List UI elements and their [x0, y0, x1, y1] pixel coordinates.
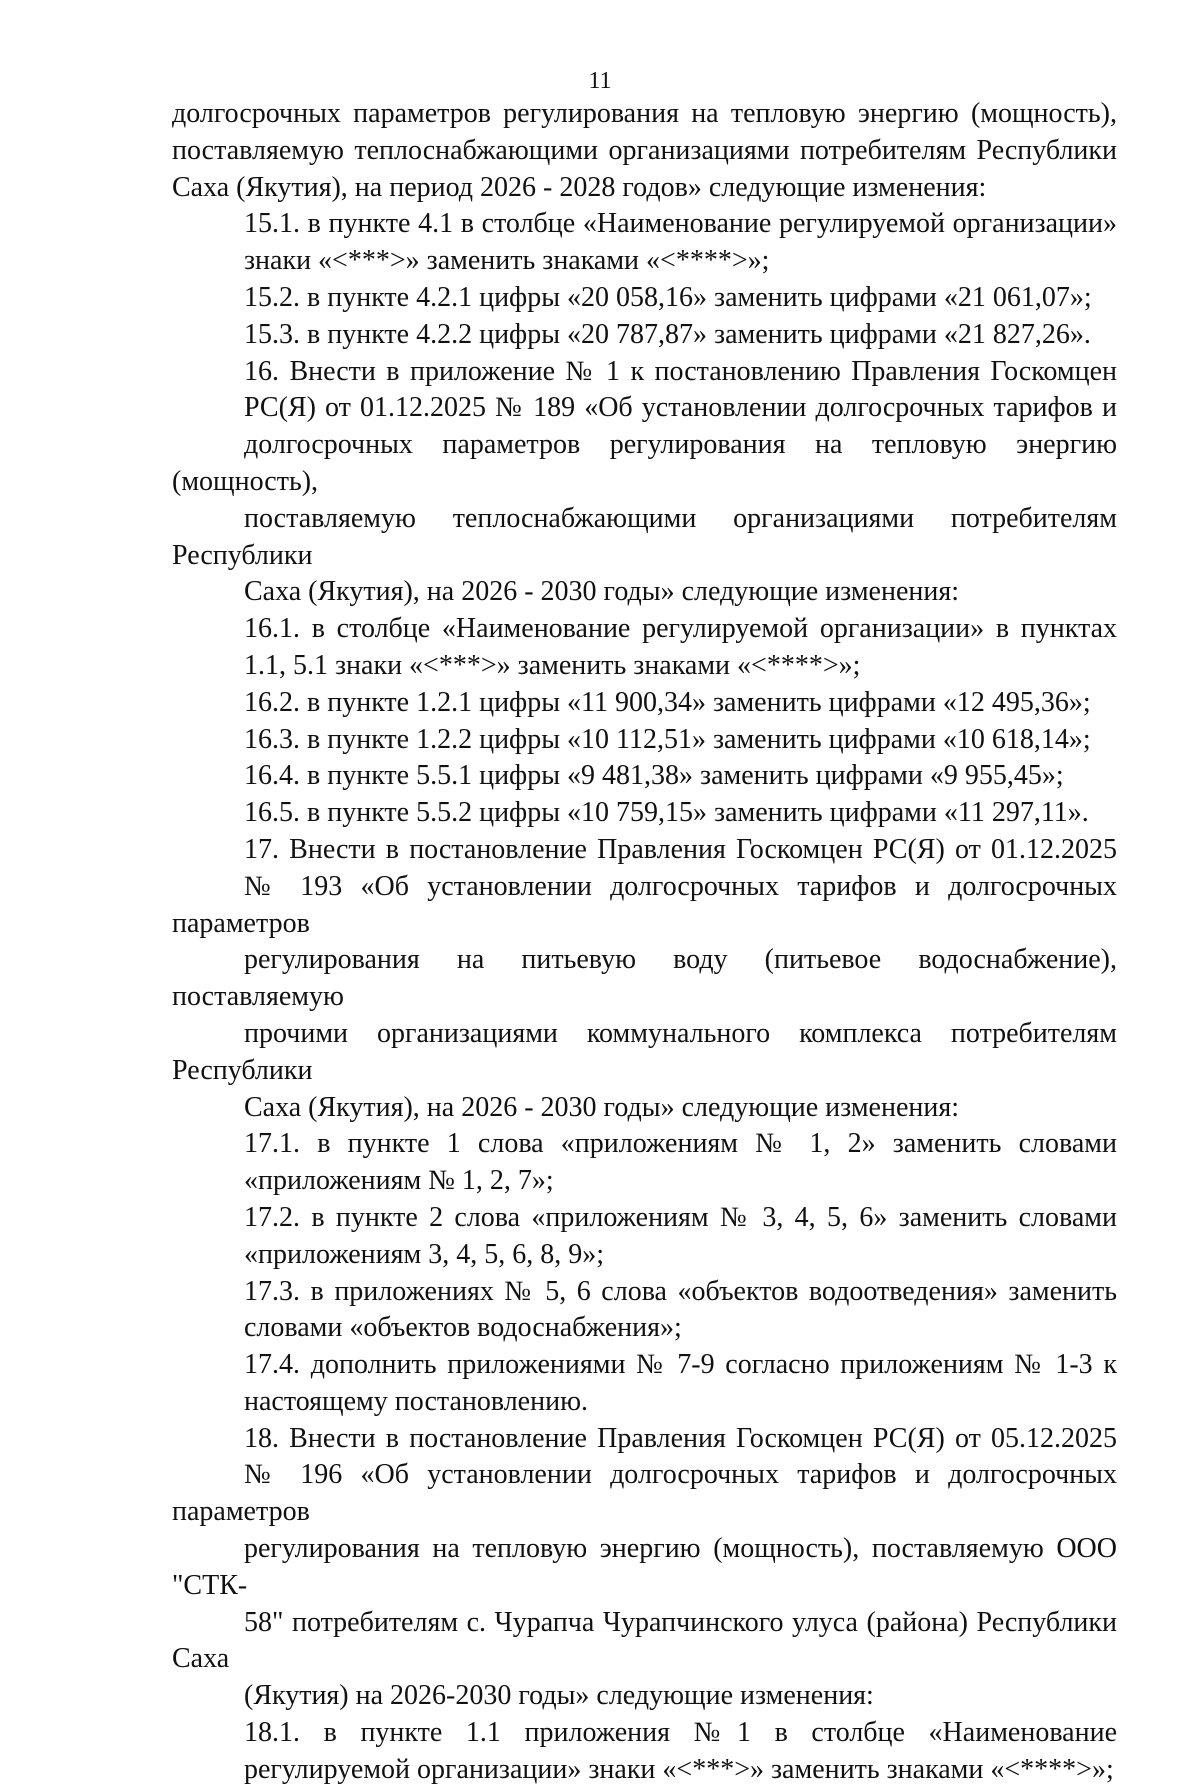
paragraph [172, 795, 1117, 832]
text-line: 58" потребителям с. Чурапча Чурапчинского улуса (района) Республики Саха [172, 1606, 1117, 1675]
text-line: 16.5. в пункте 5.5.2 цифры «10 759,15» заменить цифрами «11 297,11». [244, 797, 1089, 829]
text-line: 16.4. в пункте 5.5.1 цифры «9 481,38» заменить цифрами «9 955,45»; [244, 760, 1064, 792]
paragraph [172, 1274, 1117, 1348]
document-body [172, 96, 1117, 1789]
page-number: 11 [588, 68, 612, 94]
text-line: 17.2. в пункте 2 слова «приложениям № 3, 4, 5, 6» заменить словами [244, 1201, 1117, 1233]
paragraph [172, 611, 1117, 685]
text-line: Саха (Якутия), на 2026 - 2030 годы» следующие изменения: [244, 1091, 959, 1123]
text-line: долгосрочных параметров регулирования на тепловую энергию (мощность), [172, 98, 1117, 129]
text-line: поставляемую теплоснабжающими организациями потребителям Республики [172, 502, 1117, 571]
text-line: 15.3. в пункте 4.2.2 цифры «20 787,87» заменить цифрами «21 827,26». [244, 318, 1091, 350]
text-line: 17.1. в пункте 1 слова «приложениям № 1, 2» заменить словами [244, 1128, 1117, 1160]
text-line: Саха (Якутия), на 2026 - 2030 годы» следующие изменения: [244, 576, 959, 608]
text-line: 17. Внести в постановление Правления Госкомцен РС(Я) от 01.12.2025 [244, 833, 1117, 865]
text-line: долгосрочных параметров регулирования на тепловую энергию (мощность), [172, 429, 1117, 497]
text-line: 16.3. в пункте 1.2.2 цифры «10 112,51» заменить цифрами «10 618,14»; [244, 723, 1091, 755]
text-line: поставляемую теплоснабжающими организациями потребителям Республики [172, 134, 1117, 166]
paragraph [172, 685, 1117, 722]
paragraph [172, 832, 1117, 1126]
text-line: регулируемой организации» знаки «<***>» заменить знаками «<****>»; [244, 1753, 1114, 1785]
text-line: 1.1, 5.1 знаки «<***>» заменить знаками «<****>»; [244, 649, 861, 681]
paragraph [172, 317, 1117, 354]
text-line: (Якутия) на 2026-2030 годы» следующие изменения: [244, 1680, 874, 1712]
text-line: 16. Внести в приложение № 1 к постановлению Правления Госкомцен [244, 355, 1117, 387]
text-line: 18. Внести в постановление Правления Госкомцен РС(Я) от 05.12.2025 [244, 1422, 1117, 1454]
paragraph [172, 722, 1117, 759]
text-line: прочими организациями коммунального комплекса потребителям Республики [172, 1017, 1117, 1086]
paragraph [172, 1421, 1117, 1715]
text-line: № 193 «Об установлении долгосрочных тарифов и долгосрочных параметров [172, 870, 1117, 939]
paragraph [172, 1126, 1117, 1200]
paragraph [172, 354, 1117, 612]
paragraph [172, 280, 1117, 317]
text-line: 17.4. дополнить приложениями № 7-9 согласно приложениям № 1-3 к [244, 1349, 1117, 1381]
paragraph [172, 1200, 1117, 1274]
text-line: РС(Я) от 01.12.2025 № 189 «Об установлении долгосрочных тарифов и [244, 392, 1117, 424]
paragraph [172, 758, 1117, 795]
text-line: 16.1. в столбце «Наименование регулируемой организации» в пунктах [244, 613, 1117, 645]
text-line: регулирования на питьевую воду (питьевое водоснабжение), поставляемую [172, 944, 1117, 1013]
paragraph [172, 1715, 1117, 1789]
text-line: 16.2. в пункте 1.2.1 цифры «11 900,34» заменить цифрами «12 495,36»; [244, 686, 1091, 718]
text-line: 18.1. в пункте 1.1 приложения №1 в столбце «Наименование [244, 1717, 1117, 1749]
text-line: Саха (Якутия), на период 2026 - 2028 годов» следующие изменения: [172, 171, 987, 203]
text-line: 15.1. в пункте 4.1 в столбце «Наименование регулируемой организации» [244, 208, 1117, 240]
text-line: 17.3. в приложениях № 5, 6 слова «объектов водоотведения» заменить [244, 1275, 1117, 1307]
text-line: «приложениям № 1, 2, 7»; [244, 1165, 554, 1197]
text-line: 15.2. в пункте 4.2.1 цифры «20 058,16» заменить цифрами «21 061,07»; [244, 281, 1092, 313]
text-line: знаки «<***>» заменить знаками «<****>»; [244, 245, 770, 277]
text-line: регулирования на тепловую энергию (мощность), поставляемую ООО "СТК- [172, 1533, 1117, 1601]
text-line: № 196 «Об установлении долгосрочных тарифов и долгосрочных параметров [172, 1459, 1117, 1528]
text-line: настоящему постановлению. [244, 1385, 588, 1417]
paragraph [172, 206, 1117, 280]
paragraph [172, 96, 1117, 206]
text-line: словами «объектов водоснабжения»; [244, 1312, 682, 1344]
text-line: «приложениям 3, 4, 5, 6, 8, 9»; [244, 1238, 604, 1270]
paragraph [172, 1347, 1117, 1421]
